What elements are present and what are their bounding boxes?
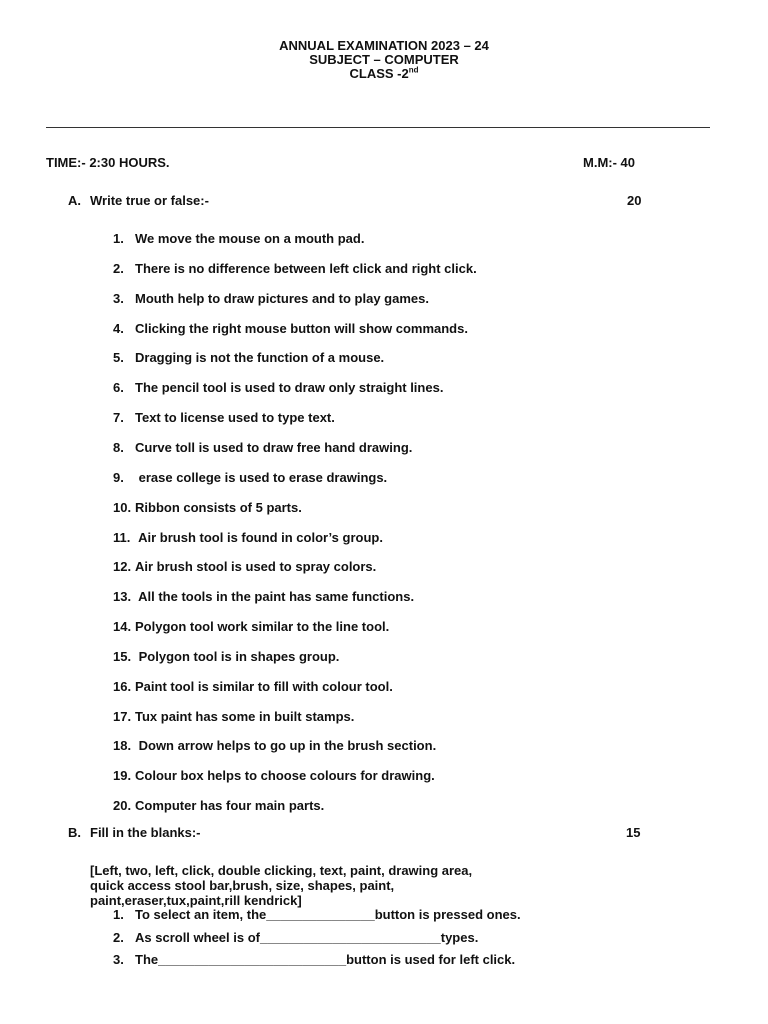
question-text: We move the mouse on a mouth pad.: [135, 231, 365, 246]
question-item: [113, 709, 354, 724]
question-text: Computer has four main parts.: [135, 798, 325, 814]
question-number: 16.: [113, 678, 132, 694]
question-item: [113, 261, 477, 276]
question-item: [113, 649, 339, 664]
question-text: Clicking the right mouse button will show commands.: [135, 320, 468, 336]
section-a-heading: [68, 193, 209, 208]
question-text: Air brush stool is used to spray colors.: [135, 559, 377, 575]
section-a-title: Write true or false:-: [90, 193, 209, 208]
word-bank-line: [Left, two, left, click, double clicking, text, paint, drawing area,: [90, 863, 473, 878]
question-text: Down arrow helps to go up in the brush section.: [135, 738, 437, 754]
question-text: Text to license used to type text.: [135, 410, 335, 426]
question-item: [113, 380, 443, 395]
question-item: [113, 930, 478, 945]
question-text: Curve toll is used to draw free hand drawing.: [135, 439, 413, 455]
question-item: [113, 291, 429, 306]
question-item: [113, 500, 302, 515]
question-text: Polygon tool work similar to the line tool.: [135, 619, 390, 635]
question-item: [113, 798, 324, 813]
question-text: Air brush tool is found in color’s group.: [135, 529, 383, 545]
question-item: [113, 530, 383, 545]
question-text: The pencil tool is used to draw only straight lines.: [135, 380, 444, 396]
class-superscript: nd: [408, 65, 419, 75]
section-b-marks: 15: [626, 825, 641, 840]
question-text: As scroll wheel is of_________________________types.: [135, 930, 479, 945]
question-text: Polygon tool is in shapes group.: [135, 648, 340, 664]
question-text: erase college is used to erase drawings.: [135, 469, 388, 485]
exam-subject: SUBJECT – COMPUTER: [309, 52, 459, 67]
question-number: 12.: [113, 559, 132, 575]
question-number: 13.: [113, 589, 132, 605]
question-text: To select an item, the_______________button is pressed ones.: [135, 907, 521, 922]
section-b-label: B.: [68, 825, 81, 840]
question-number: 5.: [113, 350, 124, 366]
question-number: 1.: [113, 907, 124, 922]
question-item: [113, 679, 393, 694]
question-number: 3.: [113, 290, 124, 306]
question-text: Tux paint has some in built stamps.: [135, 708, 355, 724]
question-number: 9.: [113, 469, 124, 485]
question-text: Dragging is not the function of a mouse.: [135, 350, 385, 366]
question-number: 1.: [113, 231, 124, 246]
question-number: 10.: [113, 499, 132, 515]
section-b-title: Fill in the blanks:-: [90, 825, 201, 840]
question-number: 2.: [113, 930, 124, 945]
question-text: All the tools in the paint has same functions.: [135, 589, 415, 605]
exam-time: TIME:- 2:30 HOURS.: [46, 155, 170, 170]
question-text: Ribbon consists of 5 parts.: [135, 499, 302, 515]
question-number: 18.: [113, 738, 132, 754]
section-b-heading: [68, 825, 201, 840]
question-number: 3.: [113, 952, 124, 967]
question-number: 6.: [113, 380, 124, 396]
question-number: 19.: [113, 768, 132, 784]
question-text: There is no difference between left click and right click.: [135, 260, 477, 276]
question-item: [113, 907, 521, 922]
word-bank-line: quick access stool bar,brush, size, shapes, paint,: [90, 878, 395, 893]
class-label: CLASS -2: [349, 66, 409, 81]
word-bank-line: paint,eraser,tux,paint,rill kendrick]: [90, 893, 302, 908]
section-a-marks: 20: [627, 193, 642, 208]
question-number: 8.: [113, 439, 124, 455]
question-item: [113, 321, 468, 336]
question-item: [113, 350, 384, 365]
max-marks: M.M:- 40: [583, 155, 635, 170]
question-number: 4.: [113, 320, 124, 336]
question-item: [113, 470, 387, 485]
question-item: [113, 589, 414, 604]
question-number: 14.: [113, 619, 132, 635]
header-divider: [46, 127, 710, 128]
question-item: [113, 410, 335, 425]
question-number: 2.: [113, 260, 124, 276]
question-text: The__________________________button is used for left click.: [135, 952, 516, 967]
question-number: 20.: [113, 798, 132, 814]
question-text: Paint tool is similar to fill with colour tool.: [135, 678, 393, 694]
question-item: [113, 440, 412, 455]
exam-class: [0, 66, 768, 81]
question-item: [113, 619, 389, 634]
question-number: 7.: [113, 410, 124, 426]
question-item: [113, 768, 435, 783]
section-a-label: A.: [68, 193, 81, 208]
question-number: 17.: [113, 708, 132, 724]
question-text: Colour box helps to choose colours for drawing.: [135, 768, 435, 784]
question-number: 11.: [113, 529, 131, 545]
question-item: [113, 231, 364, 246]
question-item: [113, 952, 515, 967]
question-text: Mouth help to draw pictures and to play games.: [135, 290, 429, 306]
question-number: 15.: [113, 648, 132, 664]
question-item: [113, 738, 436, 753]
question-item: [113, 559, 376, 574]
exam-title: ANNUAL EXAMINATION 2023 – 24: [279, 38, 489, 53]
